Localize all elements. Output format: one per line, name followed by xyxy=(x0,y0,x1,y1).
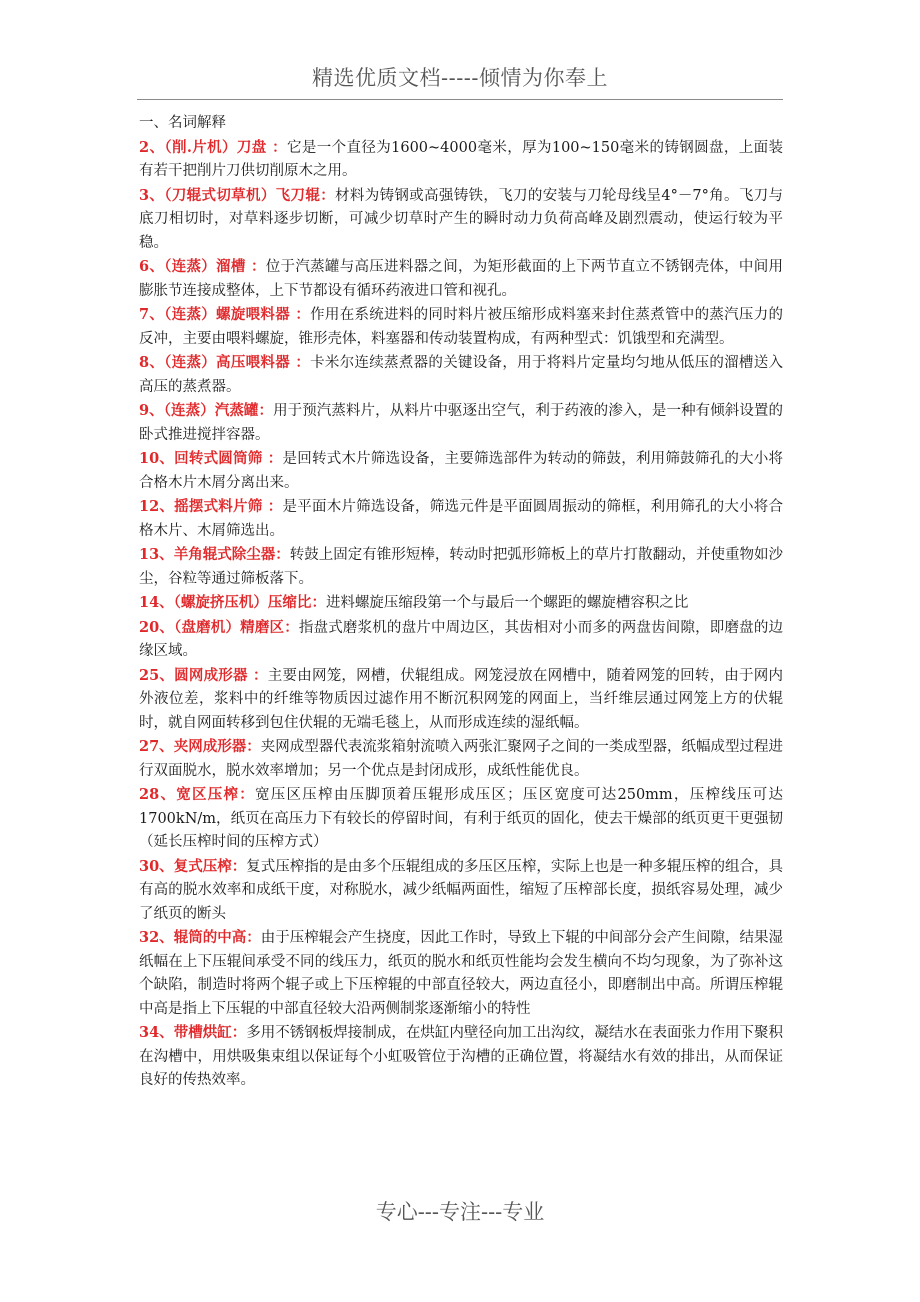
entry-separator: ： xyxy=(258,402,274,419)
entry-definition: 用于预汽蒸料片，从料片中驱逐出空气，利于药液的渗入，是一种有倾斜设置的卧式推进搅拌容器。 xyxy=(139,403,783,443)
entry-definition: 指盘式磨浆机的盘片中周边区，其齿相对小而多的两盘齿间隙，即磨盘的边缘区域。 xyxy=(139,619,784,659)
entry-term: 7、（连蒸）螺旋喂料器 xyxy=(139,306,290,323)
entry-term: 20、（盘磨机）精磨区 xyxy=(139,618,285,636)
entry-separator: ： xyxy=(266,138,287,156)
glossary-entry xyxy=(139,616,783,664)
entry-term: 30、复式压榨 xyxy=(139,857,232,875)
entry-term: 28、宽区压榨 xyxy=(139,786,240,803)
glossary-entry xyxy=(139,351,783,399)
entry-definition: 转鼓上固定有锥形短棒，转动时把弧形筛板上的草片打散翻动，并使重物如沙尘，谷粒等通过筛板落下。 xyxy=(139,547,784,587)
entry-term: 25、圆网成形器 xyxy=(139,666,248,684)
entry-separator: ： xyxy=(320,186,336,204)
page-header-title: 精选优质文档-----倾情为你奉上 xyxy=(312,66,608,90)
entry-separator: ： xyxy=(247,666,268,684)
entry-separator: ： xyxy=(246,929,261,946)
glossary-entry xyxy=(139,303,783,351)
section-heading: 一、名词解释 xyxy=(139,115,226,131)
entry-definition: 由于压榨辊会产生挠度，因此工作时，导致上下辊的中间部分会产生间隙，结果湿纸幅在上下压辊间承受不同的线压力，纸页的脱水和纸页性能均会发生横向不均匀现象，为了弥补这个缺陷，制造时将两个辊子或上下压榨辊的中部直径较大，两边直径小，即磨制出中高。所谓压榨辊中高是指上下压辊的中部直径较大沿两侧制浆逐渐缩小的特性 xyxy=(139,930,784,1017)
glossary-entry xyxy=(139,184,783,256)
entry-separator: ： xyxy=(311,594,326,611)
glossary-entry xyxy=(139,591,783,616)
entry-definition: 是回转式木片筛选设备，主要筛选部件为转动的筛鼓，利用筛鼓筛孔的大小将合格木片木屑分离出来。 xyxy=(139,451,783,491)
entry-separator: ： xyxy=(245,258,266,275)
glossary-entry xyxy=(139,543,783,591)
entry-definition: 宽压区压榨由压脚顶着压辊形成压区；压区宽度可达250mm，压榨线压可达1700kN/m，纸页在高压力下有较长的停留时间，有利于纸页的固化，使去干燥部的纸页更干更强韧（延长压榨时间的压榨方式） xyxy=(139,787,783,850)
entry-definition: 位于汽蒸罐与高压进料器之间，为矩形截面的上下两节直立不锈钢壳体，中间用膨胀节连接成整体，上下节都设有循环药液进口管和视孔。 xyxy=(139,259,783,299)
glossary-entry xyxy=(139,399,783,447)
entry-definition: 复式压榨指的是由多个压辊组成的多压区压榨，实际上也是一种多辊压榨的组合，具有高的脱水效率和成纸干度，对称脱水，减少纸幅两面性，缩短了压榨部长度，损纸容易处理，减少了纸页的断头 xyxy=(139,858,784,922)
entry-term: 27、夹网成形器 xyxy=(139,738,247,755)
entry-definition: 主要由网笼，网槽，伏辊组成。网笼浸放在网槽中，随着网笼的回转，由于网内外液位差，浆料中的纤维等物质因过滤作用不断沉积网笼的网面上，当纤维层通过网笼上方的伏辊时，就自网面转移到包住伏辊的无端毛毯上，从而形成连续的湿纸幅。 xyxy=(139,667,783,731)
glossary-entry xyxy=(139,735,783,783)
glossary-entry xyxy=(139,664,783,736)
entry-separator: ： xyxy=(275,546,290,563)
glossary-entry xyxy=(139,495,783,543)
entry-separator: ： xyxy=(262,450,283,467)
entry-separator: ： xyxy=(290,354,311,371)
entry-term: 12、摇摆式料片筛 xyxy=(139,498,263,515)
entry-term: 6、（连蒸）溜槽 xyxy=(139,258,246,275)
entry-separator: ： xyxy=(239,786,256,803)
entry-definition: 夹网成型器代表流浆箱射流喷入两张汇聚网子之间的一类成型器，纸幅成型过程进行双面脱水，脱水效率增加；另一个优点是封闭成形，成纸性能优良。 xyxy=(139,739,784,779)
entry-definition: 是平面木片筛选设备，筛选元件是平面圆周振动的筛框，利用筛孔的大小将合格木片、木屑筛选出。 xyxy=(139,499,783,539)
entry-separator: ： xyxy=(284,618,299,636)
entry-term: 34、带槽烘缸 xyxy=(139,1024,232,1041)
header-divider xyxy=(137,99,783,100)
document-body xyxy=(139,112,783,1093)
glossary-entry xyxy=(139,783,783,855)
entry-term: 14、（螺旋挤压机）压缩比 xyxy=(139,594,312,611)
entry-term: 8、（连蒸）高压喂料器 xyxy=(139,354,290,371)
glossary-entry xyxy=(139,255,783,303)
glossary-entry xyxy=(139,136,783,184)
entry-definition: 多用不锈钢板焊接制成，在烘缸内壁径向加工出沟纹，凝结水在表面张力作用下聚积在沟槽中，用烘吸集束组以保证每个小虹吸管位于沟槽的正确位置，将凝结水有效的排出，从而保证良好的传热效率。 xyxy=(139,1025,784,1088)
entry-separator: ： xyxy=(290,306,311,323)
entry-term: 10、回转式圆筒筛 xyxy=(139,450,263,467)
entry-separator: ： xyxy=(262,498,283,515)
entry-definition: 作用在系统进料的同时料片被压缩形成料塞来封住蒸煮管中的蒸汽压力的反冲，主要由喂料螺旋，锥形壳体，料塞器和传动装置构成，有两种型式：饥饿型和充满型。 xyxy=(139,307,783,347)
entry-separator: ： xyxy=(231,1024,247,1041)
glossary-entry xyxy=(139,1021,783,1093)
entry-definition: 进料螺旋压缩段第一个与最后一个螺距的螺旋槽容积之比 xyxy=(325,595,689,611)
entry-separator: ： xyxy=(246,738,261,755)
glossary-entry xyxy=(139,926,783,1021)
entry-term: 13、羊角辊式除尘器 xyxy=(139,546,276,563)
page-footer-text: 专心---专注---专业 xyxy=(375,1200,545,1224)
glossary-entry xyxy=(139,855,783,927)
entry-definition: 它是一个直径为1600~4000毫米，厚为100~150毫米的铸钢圆盘，上面装有若干把削片刀供切削原木之用。 xyxy=(139,139,783,179)
entry-definition: 卡米尔连续蒸煮器的关键设备，用于将料片定量均匀地从低压的溜槽送入高压的蒸煮器。 xyxy=(139,355,783,395)
entry-term: 3、（刀辊式切草机）飞刀辊 xyxy=(139,186,321,204)
glossary-entry xyxy=(139,447,783,495)
entry-term: 9、（连蒸）汽蒸罐 xyxy=(139,402,259,419)
entry-term: 2、（削.片机）刀盘 xyxy=(139,138,267,156)
entry-term: 32、辊筒的中高 xyxy=(139,929,247,946)
entry-definition: 材料为铸钢或高强铸铁，飞刀的安装与刀轮母线呈4°－7°角。飞刀与底刀相切时，对草料逐步切断，可减少切草时产生的瞬时动力负荷高峰及剧烈震动，使运行较为平稳。 xyxy=(139,187,784,251)
entry-separator: ： xyxy=(231,857,247,875)
